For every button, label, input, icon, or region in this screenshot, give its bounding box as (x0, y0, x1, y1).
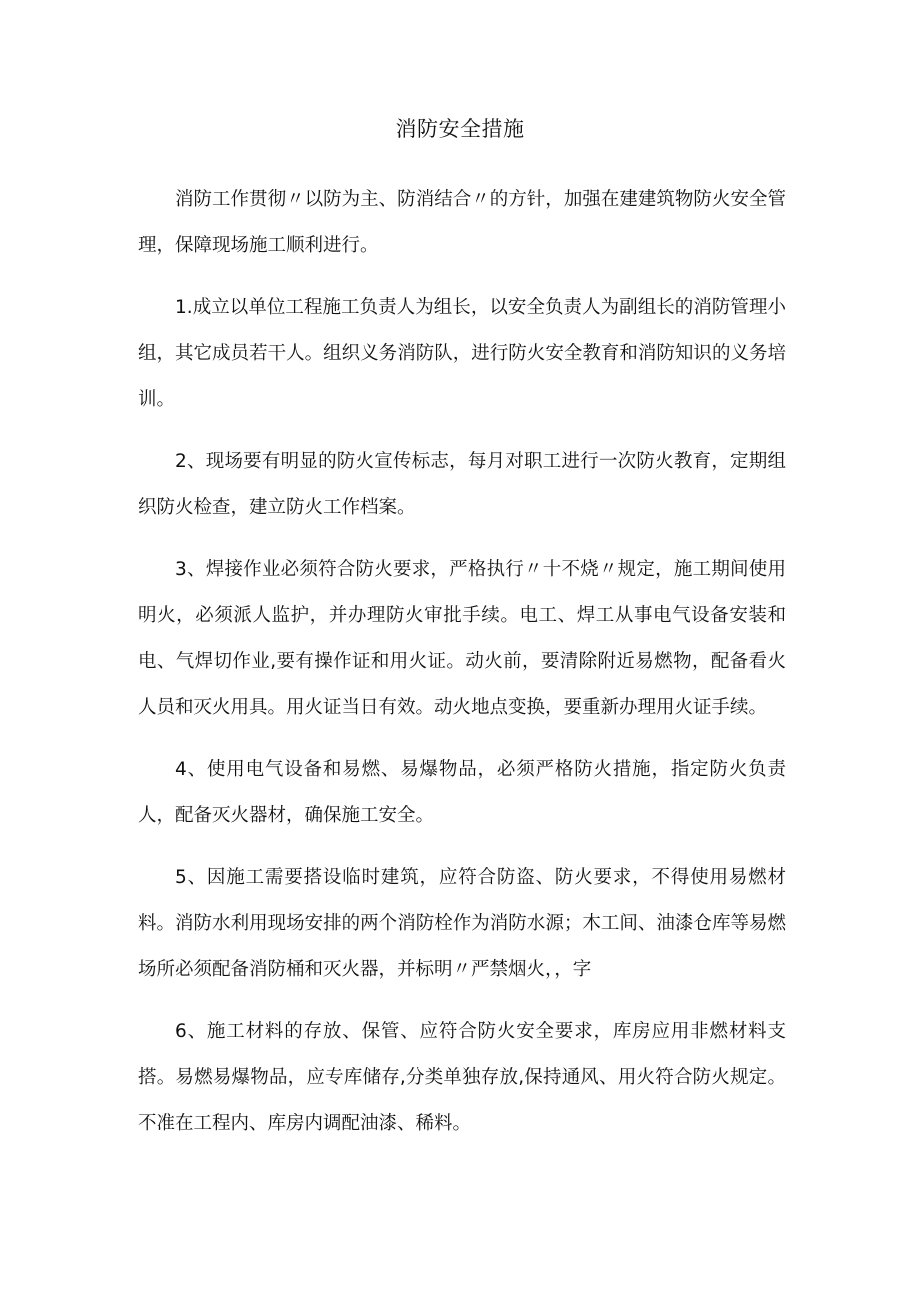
document-title: 消防安全措施 (395, 117, 525, 141)
paragraph-item-1: 1.成立以单位工程施工负责人为组长，以安全负责人为副组长的消防管理小组，其它成员若干人。组织义务消防队，进行防火安全教育和消防知识的义务培训。 (138, 297, 786, 410)
paragraph-intro: 消防工作贯彻〃以防为主、防消结合〃的方针，加强在建建筑物防火安全管理，保障现场施工顺利进行。 (138, 189, 786, 256)
paragraph-item-6: 6、施工材料的存放、保管、应符合防火安全要求，库房应用非燃材料支搭。易燃易爆物品，应专库储存,分类单独存放,保持通风、用火符合防火规定。不准在工程内、库房内调配油漆、稀料。 (138, 1021, 786, 1134)
paragraph-item-3: 3、焊接作业必须符合防火要求，严格执行〃十不烧〃规定，施工期间使用明火，必须派人监护，并办理防火审批手续。电工、焊工从事电气设备安装和电、气焊切作业,要有操作证和用火证。动火前，要清除附近易燃物，配备看火人员和灭火用具。用火证当日有效。动火地点变换，要重新办理用火证手续。 (138, 559, 786, 718)
paragraph-item-4: 4、使用电气设备和易燃、易爆物品，必须严格防火措施，指定防火负责人，配备灭火器材，确保施工安全。 (138, 759, 786, 826)
document-body (138, 177, 786, 1163)
paragraph-item-2: 2、现场要有明显的防火宣传标志，每月对职工进行一次防火教育，定期组织防火检查，建立防火工作档案。 (138, 451, 786, 518)
paragraph-item-5: 5、因施工需要搭设临时建筑，应符合防盗、防火要求，不得使用易燃材料。消防水利用现场安排的两个消防栓作为消防水源；木工间、油漆仓库等易燃场所必须配备消防桶和灭火器，并标明〃严禁烟火，，字 (138, 867, 786, 980)
